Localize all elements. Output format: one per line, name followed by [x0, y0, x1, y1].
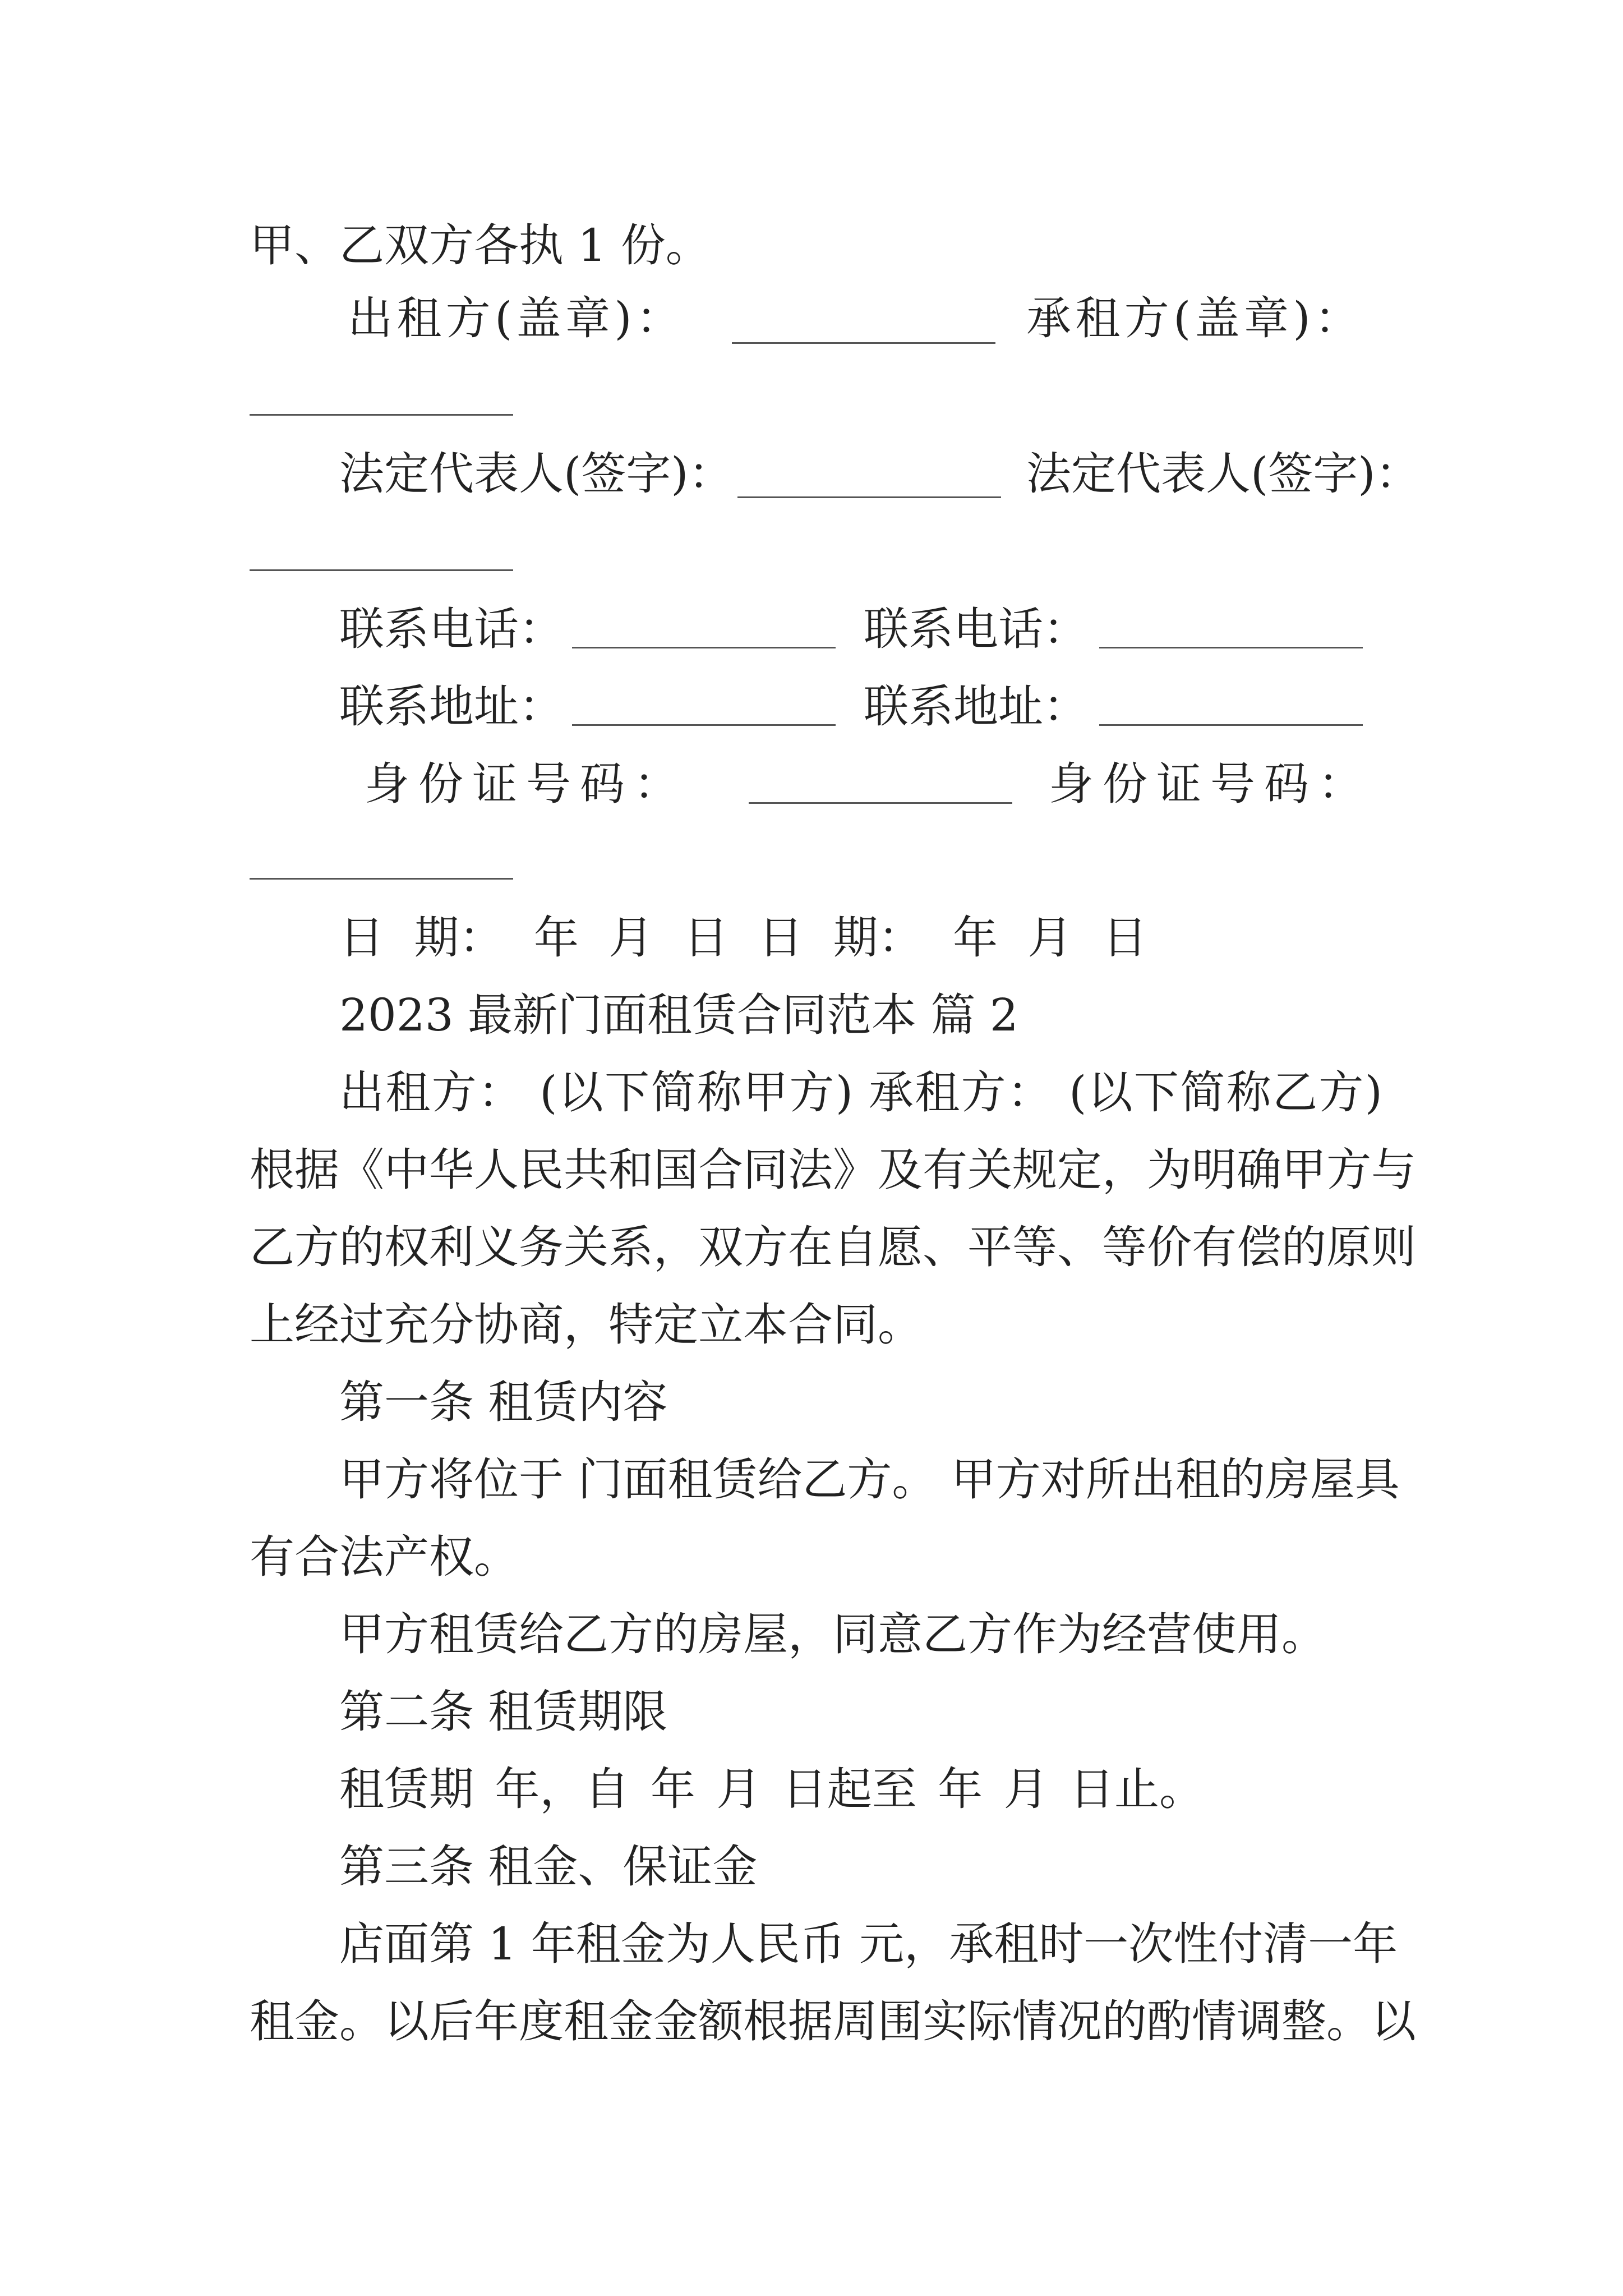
lessee-seal-blank: [250, 414, 513, 416]
id-lessee-label: 身份证号码：: [1049, 758, 1372, 810]
id-lessee-blank: [250, 878, 513, 880]
address-lessor-label: 联系地址：: [339, 680, 564, 733]
article-1-paragraph-line: 甲方将位于 门面租赁给乙方。 甲方对所出租的房屋具: [339, 1453, 1400, 1506]
copies-note: 甲、乙双方各执 1 份。: [250, 219, 711, 272]
legal-rep-lessee-label: 法定代表人(签字)：: [1026, 448, 1421, 500]
preamble-line: 根据《中华人民共和国合同法》及有关规定，为明确甲方与: [250, 1144, 1416, 1196]
article-1-paragraph-line: 有合法产权。: [250, 1531, 519, 1583]
address-lessor-blank: [572, 724, 836, 726]
preamble-line: 乙方的权利义务关系，双方在自愿、平等、等价有偿的原则: [250, 1221, 1416, 1273]
phone-lessor-blank: [572, 647, 836, 648]
legal-rep-lessor-blank: [737, 496, 1001, 498]
legal-rep-lessee-blank: [250, 569, 513, 571]
address-lessee-blank: [1099, 724, 1363, 726]
preamble-line: 上经过充分协商，特定立本合同。: [250, 1299, 923, 1351]
article-2-paragraph: 租赁期 年，自 年 月 日起至 年 月 日止。: [339, 1763, 1205, 1815]
id-lessor-blank: [749, 802, 1012, 804]
parties-line: 出租方： (以下简称甲方) 承租方： (以下简称乙方): [339, 1066, 1382, 1119]
lessor-seal-label: 出租方(盖章)：: [348, 292, 684, 344]
article-3-title: 第三条 租金、保证金: [339, 1841, 758, 1893]
address-lessee-label: 联系地址：: [864, 680, 1088, 733]
lessee-seal-label: 承租方(盖章)：: [1026, 292, 1363, 344]
phone-lessee-label: 联系电话：: [864, 603, 1088, 655]
article-2-title: 第二条 租赁期限: [339, 1686, 668, 1738]
article-1-title: 第一条 租赁内容: [339, 1376, 668, 1428]
date-line: 日 期： 年 月 日 日 期： 年 月 日: [339, 912, 1147, 964]
legal-rep-lessor-label: 法定代表人(签字)：: [339, 448, 734, 500]
article-3-paragraph-line: 店面第 1 年租金为人民币 元，承租时一次性付清一年: [339, 1918, 1398, 1970]
phone-lessor-label: 联系电话：: [339, 603, 564, 655]
phone-lessee-blank: [1099, 647, 1363, 648]
id-lessor-label: 身份证号码：: [365, 758, 688, 810]
contract-title: 2023 最新门面租赁合同范本 篇 2: [339, 989, 1018, 1041]
article-1-paragraph-2: 甲方租赁给乙方的房屋，同意乙方作为经营使用。: [339, 1608, 1326, 1660]
lessor-seal-blank: [732, 342, 995, 344]
article-3-paragraph-line: 租金。以后年度租金金额根据周围实际情况的酌情调整。以: [250, 1995, 1416, 2047]
